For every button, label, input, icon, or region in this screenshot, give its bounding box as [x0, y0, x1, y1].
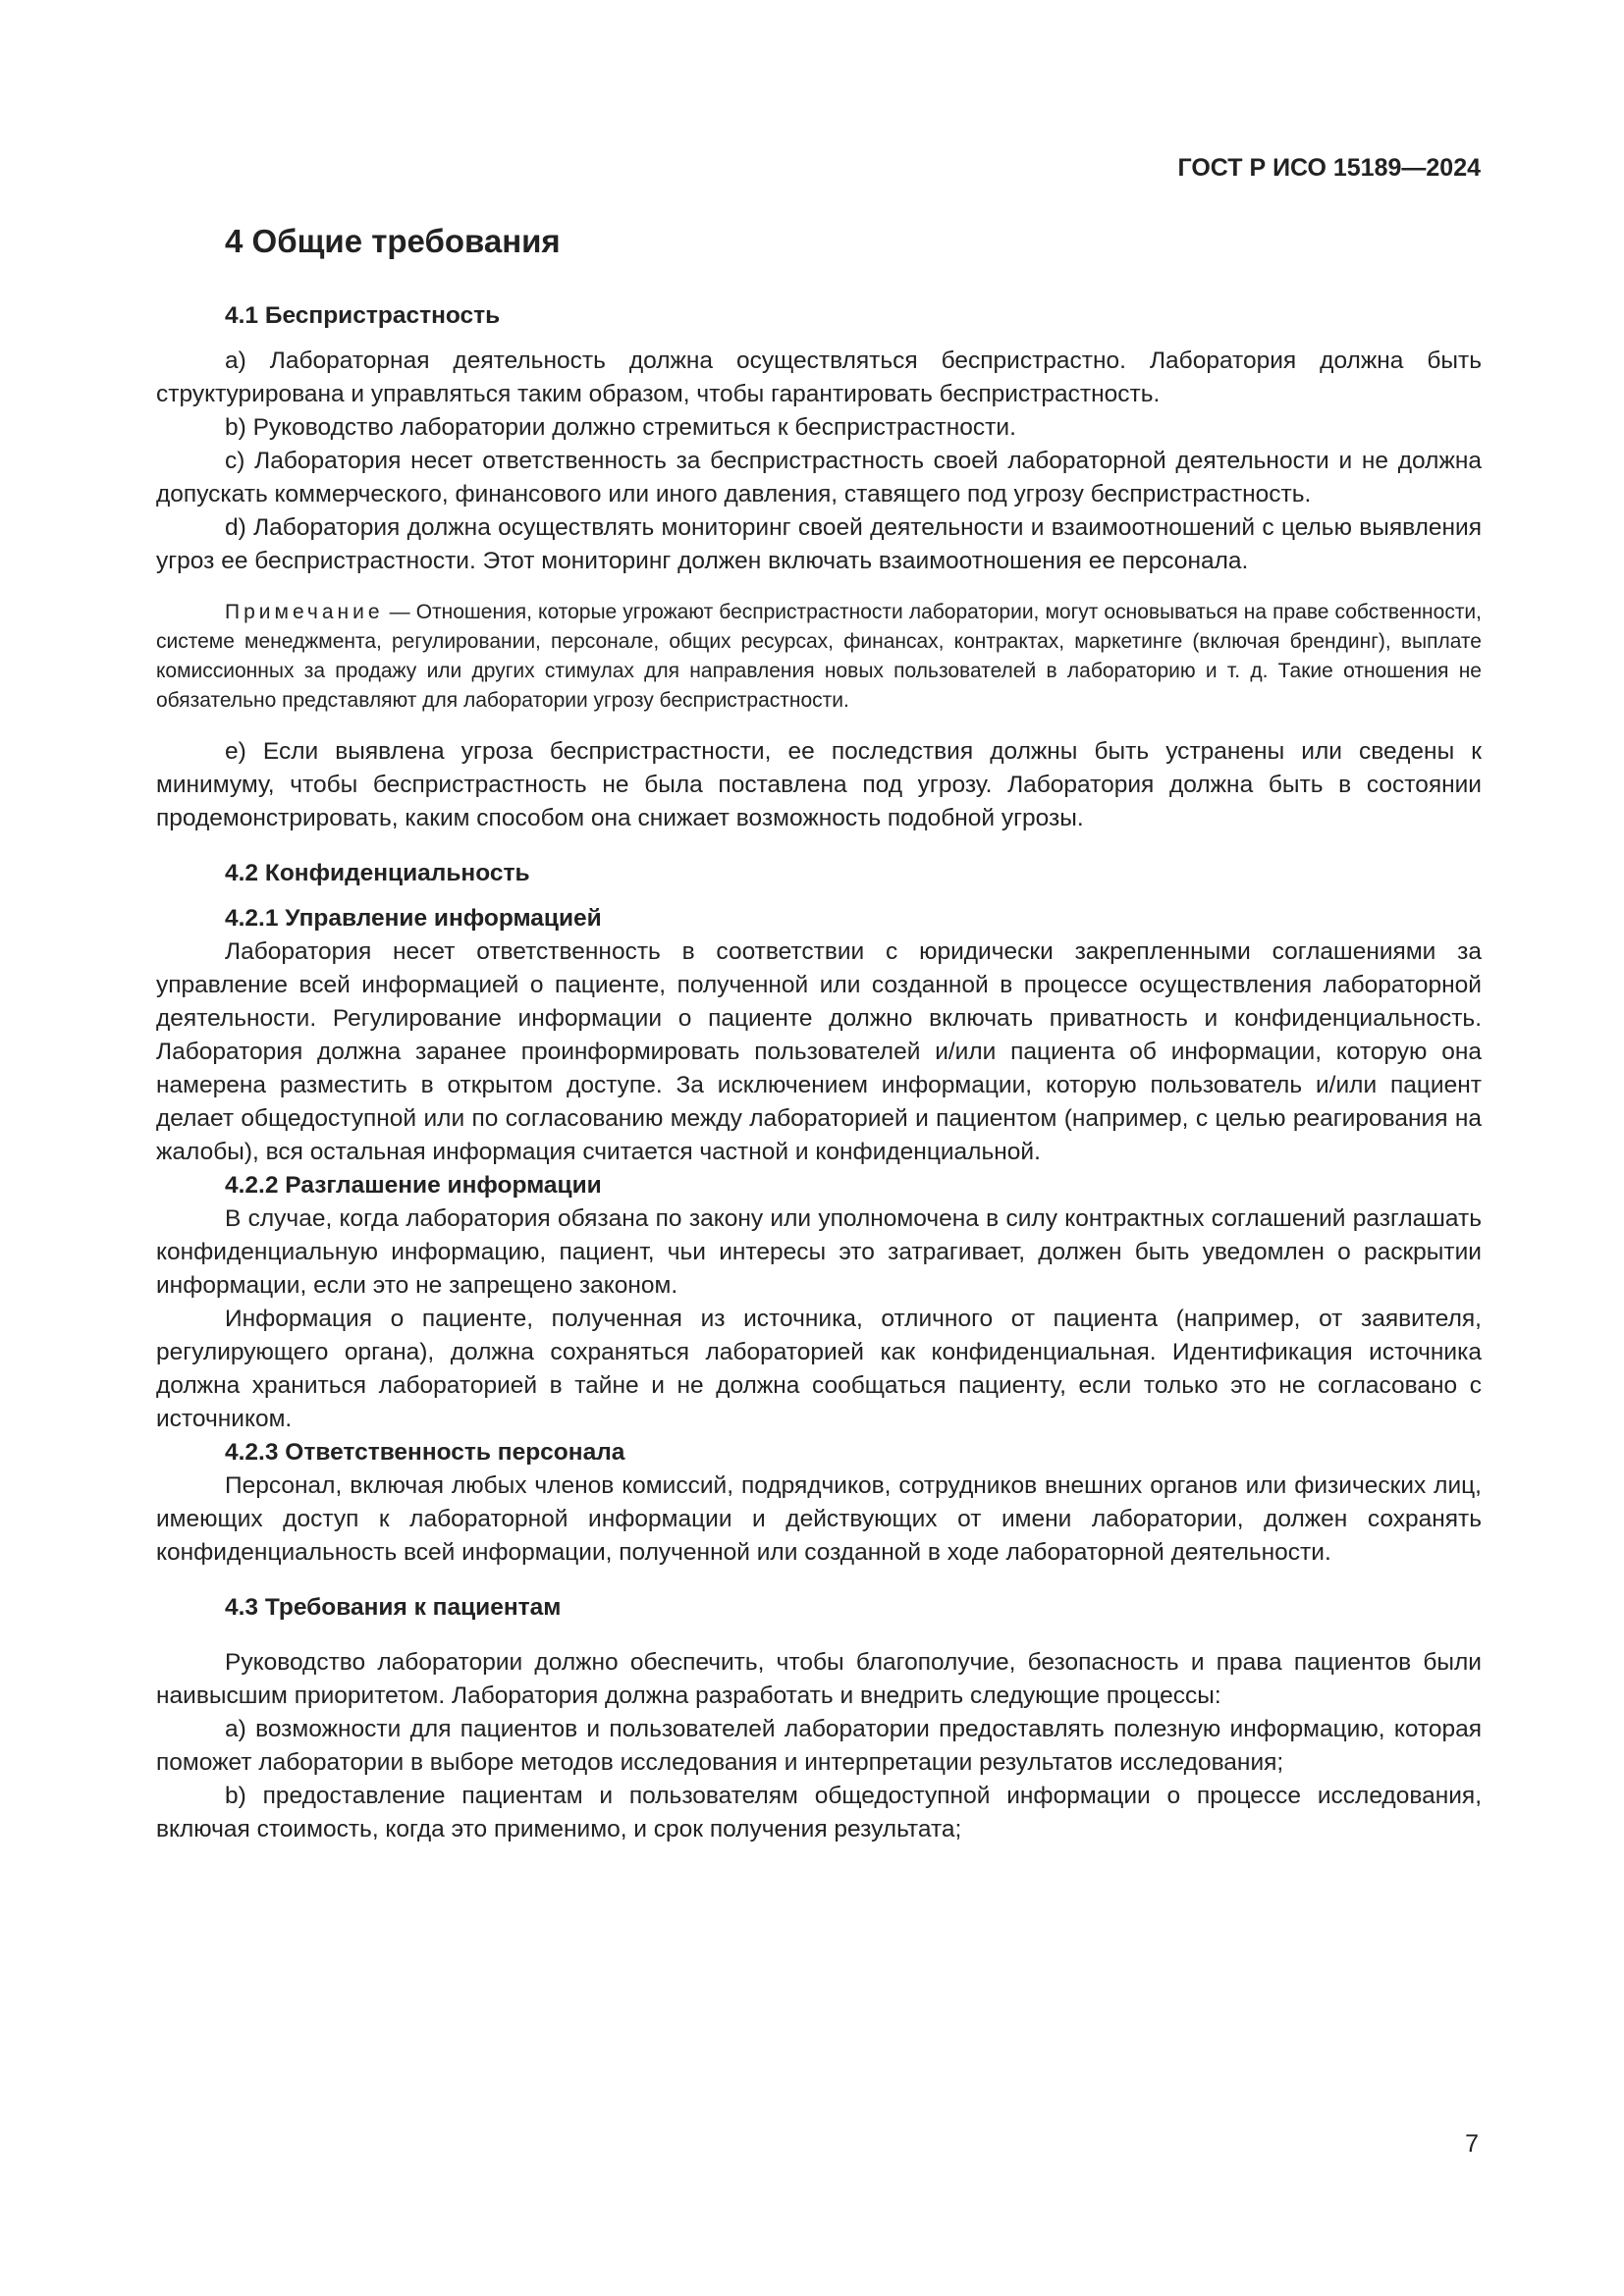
paragraph-4-2-3: Персонал, включая любых членов комиссий, подрядчиков, сотрудников внешних органов или физических лиц, имеющих доступ к лабораторной информации и действующих от имени лаборатории, должен сохранять конфиденциальность всей информации, полученной или созданной в ходе лабораторной деятельности. [156, 1472, 1482, 1566]
note-label: Примечание [225, 601, 384, 623]
subsection-4-2-1-title: 4.2.1 Управление информацией [225, 905, 602, 932]
note-4-1 [156, 598, 1482, 716]
section-title: 4 Общие требования [225, 223, 561, 259]
subsection-4-2-2-title: 4.2.2 Разглашение информации [225, 1172, 602, 1199]
paragraph-4-1-b: b) Руководство лаборатории должно стремиться к беспристрастности. [225, 414, 1016, 441]
subsection-4-1-title: 4.1 Беспристрастность [225, 302, 501, 329]
paragraph-4-3-intro: Руководство лаборатории должно обеспечить, чтобы благополучие, безопасность и права пациентов были наивысшим приоритетом. Лаборатория должна разработать и внедрить следующие процессы: [156, 1649, 1482, 1709]
page-number: 7 [1465, 2130, 1479, 2158]
paragraph-4-1-e: e) Если выявлена угроза беспристрастности, ее последствия должны быть устранены или сведены к минимуму, чтобы беспристрастность не была поставлена под угрозу. Лаборатория должна быть в состоянии продемонстрировать, каким способом она снижает возможность подобной угрозы. [156, 738, 1482, 831]
paragraph-4-2-1: Лаборатория несет ответственность в соответствии с юридически закрепленными соглашениями за управление всей информацией о пациенте, полученной или созданной в процессе осуществления лабораторной деятельности. Регулирование информации о пациенте должно включать приватность и конфиденциальность. Лаборатория должна заранее проинформировать пользователей и/или пациента об информации, которую она намерена разместить в открытом доступе. За исключением информации, которую пользователь и/или пациент делает общедоступной или по согласованию между лабораторией и пациентом (например, с целью реагирования на жалобы), вся остальная информация считается частной и конфиденциальной. [156, 938, 1482, 1165]
paragraph-4-1-c: c) Лаборатория несет ответственность за беспристрастность своей лабораторной деятельности и не должна допускать коммерческого, финансового или иного давления, ставящего под угрозу беспристрастность. [156, 448, 1482, 507]
paragraph-4-1-d: d) Лаборатория должна осуществлять мониторинг своей деятельности и взаимоотношений с целью выявления угроз ее беспристрастности. Этот мониторинг должен включать взаимоотношения ее персонала. [156, 514, 1482, 574]
subsection-4-2-title: 4.2 Конфиденциальность [225, 860, 530, 886]
paragraph-4-2-2-2: Информация о пациенте, полученная из источника, отличного от пациента (например, от заявителя, регулирующего органа), должна сохраняться лабораторией как конфиденциальная. Идентификация источника должна храниться лабораторией в тайне и не должна сообщаться пациенту, если только это не согласовано с источником. [156, 1306, 1482, 1432]
standard-code: ГОСТ Р ИСО 15189—2024 [1177, 154, 1481, 182]
paragraph-4-2-2-1: В случае, когда лаборатория обязана по закону или уполномочена в силу контрактных соглашений разглашать конфиденциальную информацию, пациент, чьи интересы это затрагивает, должен быть уведомлен о раскрытии информации, если это не запрещено законом. [156, 1205, 1482, 1299]
subsection-4-2-3-title: 4.2.3 Ответственность персонала [225, 1439, 625, 1466]
paragraph-4-3-b: b) предоставление пациентам и пользователям общедоступной информации о процессе исследования, включая стоимость, когда это применимо, и срок получения результата; [156, 1783, 1482, 1842]
paragraph-4-3-a: a) возможности для пациентов и пользователей лаборатории предоставлять полезную информацию, которая поможет лаборатории в выборе методов исследования и интерпретации результатов исследования; [156, 1716, 1482, 1776]
paragraph-4-1-a: a) Лабораторная деятельность должна осуществляться беспристрастно. Лаборатория должна быть структурирована и управляться таким образом, чтобы гарантировать беспристрастность. [156, 347, 1482, 407]
note-text: — Отношения, которые угрожают беспристрастности лаборатории, могут основываться на праве собственности, системе менеджмента, регулировании, персонале, общих ресурсах, финансах, контрактах, маркетинге (включая брендинг), выплате комиссионных за продажу или других стимулах для направления новых пользователей в лабораторию и т. д. Такие отношения не обязательно представляют для лаборатории угрозу беспристрастности. [156, 601, 1482, 712]
subsection-4-3-title: 4.3 Требования к пациентам [225, 1594, 562, 1621]
page-content [156, 218, 1482, 1846]
